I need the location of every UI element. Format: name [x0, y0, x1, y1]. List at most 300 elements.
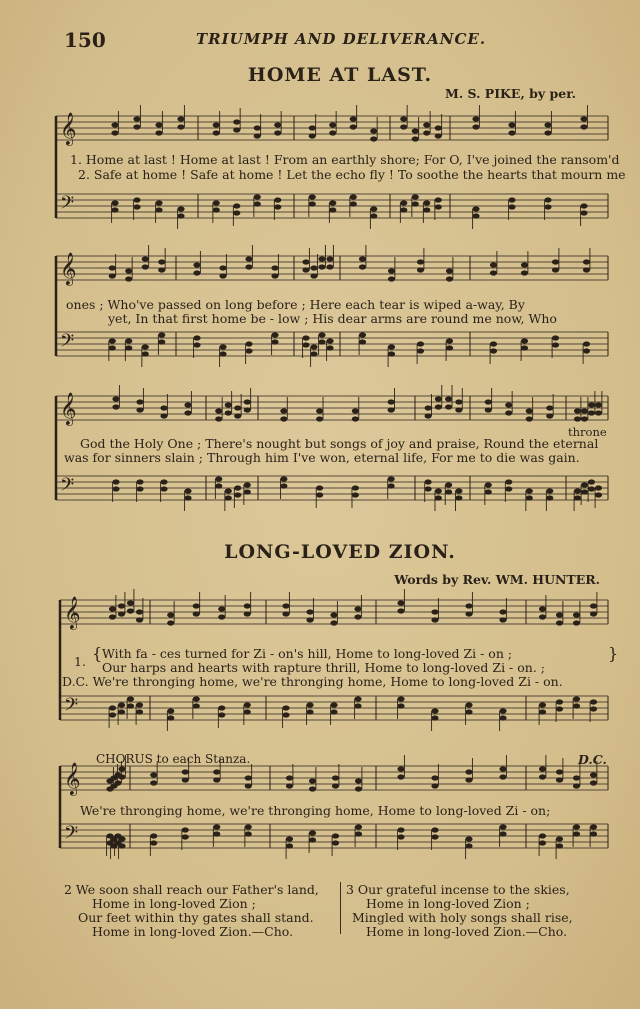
treble-clef-icon: 𝄞 — [64, 596, 81, 629]
note-head — [125, 345, 132, 350]
note-head — [112, 396, 119, 401]
note-head — [213, 824, 220, 829]
note-head — [184, 410, 191, 415]
dc-mark: D.C. — [578, 752, 607, 767]
note-head — [412, 201, 419, 206]
note-head — [352, 485, 359, 490]
note-head — [526, 488, 533, 493]
note-head — [505, 410, 512, 415]
note-head — [446, 268, 453, 273]
note-head — [280, 476, 287, 481]
note-head — [193, 696, 200, 701]
note-head — [359, 264, 366, 269]
note-head — [112, 486, 119, 491]
note-head — [573, 783, 580, 788]
stanza-3-line: Mingled with holy songs shall rise, — [352, 910, 573, 925]
note-head — [133, 116, 140, 121]
note-head — [583, 259, 590, 264]
note-head — [167, 620, 174, 625]
note-head — [431, 617, 438, 622]
note-head — [573, 620, 580, 625]
note-head — [330, 709, 337, 714]
note-head — [245, 824, 252, 829]
note-head — [213, 130, 220, 135]
note-head — [193, 342, 200, 347]
note-head — [225, 402, 232, 407]
note-head — [431, 609, 438, 614]
note-head — [309, 778, 316, 783]
note-head — [133, 124, 140, 129]
note-head — [465, 843, 472, 848]
note-head — [271, 339, 278, 344]
note-head — [245, 831, 252, 836]
note-head — [388, 351, 395, 356]
note-head — [446, 338, 453, 343]
note-head — [109, 712, 116, 717]
note-head — [111, 122, 118, 127]
note-head — [142, 264, 149, 269]
note-head — [352, 492, 359, 497]
stanza-2-line: 2 We soon shall reach our Father's land, — [64, 882, 319, 897]
note-head — [359, 339, 366, 344]
note-head — [193, 603, 200, 608]
note-head — [329, 130, 336, 135]
note-head — [234, 492, 241, 497]
treble-clef-icon: 𝄞 — [60, 112, 77, 145]
note-head — [539, 833, 546, 838]
note-head — [155, 122, 162, 127]
note-head — [544, 204, 551, 209]
note-head — [158, 267, 165, 272]
song-credit-1: M. S. PIKE, by per. — [444, 86, 576, 101]
note-head — [136, 486, 143, 491]
lyric-line: yet, In that first home be - low ; His dear arms are round me now, Who — [108, 311, 557, 326]
note-head — [556, 620, 563, 625]
note-head — [114, 780, 121, 785]
note-head — [423, 200, 430, 205]
note-head — [233, 127, 240, 132]
chorus-label: CHORUS to each Stanza. — [96, 752, 251, 766]
note-head — [521, 262, 528, 267]
note-head — [177, 124, 184, 129]
note-head — [274, 130, 281, 135]
note-head — [306, 702, 313, 707]
note-head — [316, 485, 323, 490]
note-head — [446, 276, 453, 281]
treble-clef-icon: 𝄞 — [60, 392, 77, 425]
note-head — [329, 200, 336, 205]
note-head — [136, 399, 143, 404]
note-head — [112, 404, 119, 409]
note-head — [316, 416, 323, 421]
note-head — [465, 709, 472, 714]
note-head — [244, 611, 251, 616]
note-head — [177, 116, 184, 121]
note-head — [109, 345, 116, 350]
note-head — [182, 769, 189, 774]
note-head — [556, 836, 563, 841]
note-head — [552, 259, 559, 264]
note-head — [286, 783, 293, 788]
note-head — [574, 416, 581, 421]
note-head — [127, 600, 134, 605]
note-head — [423, 130, 430, 135]
note-head — [177, 206, 184, 211]
stanza-2-line: Home in long-loved Zion ; — [92, 896, 256, 911]
note-head — [435, 488, 442, 493]
note-head — [573, 612, 580, 617]
lyric-line: was for sinners slain ; Through him I've won, eternal life, For me to die was gain. — [64, 450, 580, 465]
lyric-line: With fa - ces turned for Zi - on's hill, Home to long-loved Zi - on ; — [102, 646, 513, 661]
lyric-line: 2. Safe at home ! Safe at home ! Let the echo fly ! To soothe the hearts that mourn me — [78, 167, 626, 182]
note-head — [574, 408, 581, 413]
note-head — [167, 715, 174, 720]
note-head — [590, 611, 597, 616]
note-head — [142, 256, 149, 261]
note-head — [213, 200, 220, 205]
note-head — [590, 772, 597, 777]
note-head — [431, 775, 438, 780]
note-head — [485, 489, 492, 494]
note-head — [370, 136, 377, 141]
note-head — [354, 614, 361, 619]
note-head — [590, 706, 597, 711]
note-head — [244, 489, 251, 494]
note-head — [472, 116, 479, 121]
note-head — [431, 783, 438, 788]
note-head — [245, 341, 252, 346]
lyric-line: throne — [568, 425, 607, 439]
note-head — [544, 130, 551, 135]
note-head — [218, 705, 225, 710]
note-head — [215, 416, 222, 421]
note-head — [359, 256, 366, 261]
note-head — [526, 408, 533, 413]
note-head — [539, 774, 546, 779]
note-head — [193, 262, 200, 267]
note-head — [150, 833, 157, 838]
note-head — [354, 703, 361, 708]
note-head — [213, 122, 220, 127]
note-head — [234, 405, 241, 410]
note-head — [282, 611, 289, 616]
note-head — [499, 824, 506, 829]
note-head — [370, 206, 377, 211]
note-head — [218, 712, 225, 717]
note-head — [109, 705, 116, 710]
note-head — [490, 341, 497, 346]
note-head — [182, 827, 189, 832]
note-head — [417, 259, 424, 264]
note-head — [309, 125, 316, 130]
note-head — [245, 783, 252, 788]
stanza-divider — [340, 882, 341, 934]
note-head — [580, 124, 587, 129]
note-head — [574, 488, 581, 493]
note-head — [109, 273, 116, 278]
note-head — [465, 702, 472, 707]
note-head — [330, 612, 337, 617]
note-head — [431, 715, 438, 720]
note-head — [588, 410, 595, 415]
note-head — [397, 608, 404, 613]
note-head — [455, 399, 462, 404]
lyric-line: God the Holy One ; There's nought but songs of joy and praise, Round the eternal — [80, 436, 599, 451]
note-head — [136, 479, 143, 484]
note-head — [136, 407, 143, 412]
note-head — [431, 708, 438, 713]
note-head — [310, 273, 317, 278]
note-head — [184, 488, 191, 493]
note-head — [521, 345, 528, 350]
note-head — [330, 620, 337, 625]
note-head — [306, 709, 313, 714]
note-head — [302, 335, 309, 340]
note-head — [271, 265, 278, 270]
note-head — [388, 476, 395, 481]
note-head — [142, 344, 149, 349]
song-title-long-loved-zion: LONG-LOVED ZION. — [224, 541, 456, 563]
note-head — [160, 413, 167, 418]
note-head — [590, 603, 597, 608]
note-head — [539, 840, 546, 845]
note-head — [583, 267, 590, 272]
note-head — [583, 341, 590, 346]
note-head — [219, 344, 226, 349]
note-head — [508, 197, 515, 202]
note-head — [254, 194, 261, 199]
note-head — [435, 133, 442, 138]
note-head — [109, 338, 116, 343]
note-head — [302, 342, 309, 347]
note-head — [125, 276, 132, 281]
note-head — [127, 608, 134, 613]
note-head — [136, 709, 143, 714]
note-head — [280, 416, 287, 421]
note-head — [573, 696, 580, 701]
note-head — [182, 777, 189, 782]
note-head — [150, 780, 157, 785]
note-head — [508, 130, 515, 135]
note-head — [219, 273, 226, 278]
note-head — [286, 836, 293, 841]
note-head — [326, 338, 333, 343]
note-head — [400, 124, 407, 129]
note-head — [400, 116, 407, 121]
note-head — [330, 702, 337, 707]
note-head — [125, 268, 132, 273]
note-head — [310, 344, 317, 349]
note-head — [505, 486, 512, 491]
note-head — [499, 617, 506, 622]
note-head — [472, 124, 479, 129]
note-head — [127, 703, 134, 708]
treble-clef-icon: 𝄞 — [60, 252, 77, 285]
note-head — [435, 404, 442, 409]
note-head — [218, 606, 225, 611]
note-head — [309, 786, 316, 791]
note-head — [271, 332, 278, 337]
running-title: TRIUMPH AND DELIVERANCE. — [196, 30, 487, 48]
note-head — [499, 609, 506, 614]
note-head — [254, 125, 261, 130]
note-head — [219, 351, 226, 356]
note-head — [177, 213, 184, 218]
note-head — [573, 824, 580, 829]
note-head — [213, 831, 220, 836]
note-head — [184, 495, 191, 500]
treble-clef-icon: 𝄞 — [64, 762, 81, 795]
note-head — [271, 273, 278, 278]
note-head — [193, 611, 200, 616]
note-head — [352, 408, 359, 413]
note-head — [544, 122, 551, 127]
note-head — [539, 709, 546, 714]
note-head — [485, 407, 492, 412]
note-head — [160, 486, 167, 491]
note-head — [546, 405, 553, 410]
note-head — [400, 200, 407, 205]
note-head — [556, 843, 563, 848]
note-head — [485, 482, 492, 487]
note-head — [213, 769, 220, 774]
note-head — [158, 339, 165, 344]
note-head — [595, 492, 602, 497]
note-head — [111, 130, 118, 135]
note-head — [445, 404, 452, 409]
note-head — [590, 780, 597, 785]
note-head — [350, 124, 357, 129]
note-head — [350, 194, 357, 199]
note-head — [184, 402, 191, 407]
note-head — [417, 267, 424, 272]
note-head — [282, 705, 289, 710]
note-head — [244, 702, 251, 707]
note-head — [455, 488, 462, 493]
note-head — [431, 834, 438, 839]
stanza-2-line: Home in long-loved Zion.—Cho. — [92, 924, 294, 939]
note-head — [499, 774, 506, 779]
note-head — [423, 207, 430, 212]
note-head — [213, 777, 220, 782]
note-head — [508, 122, 515, 127]
note-head — [490, 270, 497, 275]
note-head — [309, 837, 316, 842]
note-head — [417, 341, 424, 346]
note-head — [234, 413, 241, 418]
note-head — [182, 834, 189, 839]
note-head — [388, 268, 395, 273]
note-head — [583, 348, 590, 353]
note-head — [556, 612, 563, 617]
note-head — [490, 262, 497, 267]
note-head — [254, 133, 261, 138]
note-head — [435, 204, 442, 209]
note-head — [354, 606, 361, 611]
chorus-line: We're thronging home, we're thronging home, Home to long-loved Zi - on; — [80, 803, 551, 818]
note-head — [316, 492, 323, 497]
note-head — [155, 200, 162, 205]
note-head — [388, 407, 395, 412]
note-head — [581, 482, 588, 487]
note-head — [526, 495, 533, 500]
note-head — [225, 495, 232, 500]
note-head — [412, 128, 419, 133]
note-head — [539, 606, 546, 611]
note-head — [397, 834, 404, 839]
note-head — [274, 197, 281, 202]
note-head — [142, 351, 149, 356]
note-head — [388, 483, 395, 488]
note-head — [425, 486, 432, 491]
note-head — [350, 201, 357, 206]
stanza-3-line: Home in long-loved Zion ; — [366, 896, 530, 911]
verse-number: 1. — [74, 654, 86, 669]
note-head — [397, 696, 404, 701]
note-head — [552, 335, 559, 340]
note-head — [580, 203, 587, 208]
note-head — [588, 402, 595, 407]
note-head — [425, 479, 432, 484]
note-head — [118, 766, 125, 771]
note-head — [397, 774, 404, 779]
note-head — [370, 213, 377, 218]
note-head — [150, 772, 157, 777]
note-head — [118, 611, 125, 616]
note-head — [286, 775, 293, 780]
note-head — [244, 603, 251, 608]
note-head — [354, 696, 361, 701]
note-head — [359, 332, 366, 337]
note-head — [309, 133, 316, 138]
note-head — [193, 270, 200, 275]
note-head — [127, 696, 134, 701]
note-head — [521, 270, 528, 275]
note-head — [435, 125, 442, 130]
note-head — [425, 405, 432, 410]
note-head — [306, 617, 313, 622]
note-head — [581, 408, 588, 413]
note-head — [431, 827, 438, 832]
note-head — [423, 122, 430, 127]
note-head — [167, 708, 174, 713]
note-head — [465, 603, 472, 608]
note-head — [193, 703, 200, 708]
note-head — [388, 344, 395, 349]
bass-clef-icon: 𝄢 — [60, 475, 75, 500]
note-head — [352, 416, 359, 421]
note-head — [574, 495, 581, 500]
note-head — [109, 606, 116, 611]
song-credit-2: Words by Rev. WM. HUNTER. — [394, 572, 600, 587]
note-head — [329, 122, 336, 127]
note-head — [350, 116, 357, 121]
song-title-home-at-last: HOME AT LAST. — [247, 64, 433, 86]
note-head — [435, 197, 442, 202]
note-head — [326, 256, 333, 261]
note-head — [388, 399, 395, 404]
note-head — [215, 483, 222, 488]
note-head — [136, 617, 143, 622]
note-head — [282, 603, 289, 608]
note-head — [581, 416, 588, 421]
note-head — [158, 259, 165, 264]
note-head — [397, 827, 404, 832]
note-head — [355, 778, 362, 783]
note-head — [465, 769, 472, 774]
note-head — [465, 836, 472, 841]
note-head — [112, 479, 119, 484]
